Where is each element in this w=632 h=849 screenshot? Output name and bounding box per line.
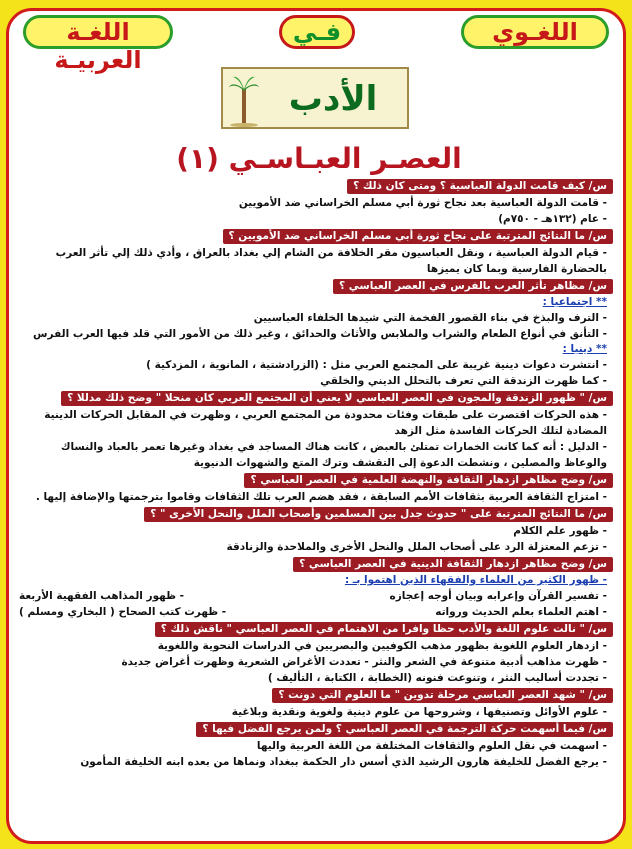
palm-tree-icon <box>229 73 259 127</box>
question: س/ مظاهر تأثر العرب بالفرس في العصر العباسي ؟ <box>333 279 613 294</box>
era-title: (١) العصـر العبـاسـي <box>176 142 462 175</box>
answer-pair <box>19 588 613 604</box>
question: س/ وضح مظاهر ازدهار الثقافة الدينية في العصر العباسي ؟ <box>293 557 613 572</box>
answer-line: - ظهرت مذاهب أدبية متنوعة في الشعر والنثر - تعددت الأغراض الشعرية وظهرت أغراض جديدة <box>121 656 607 668</box>
answer-line: والوعاظ والمصلين ، ونشطت الدعوة إلى التقشف وترك المتع والشهوات الدنيوية <box>193 457 607 469</box>
question: س/ وضح مظاهر ازدهار الثقافة والنهضة العلمية في العصر العباسي ؟ <box>244 473 613 488</box>
answer-line: - ظهرت كتب الصحاح ( البخاري ومسلم ) <box>19 606 227 618</box>
answer-line: - التأنق في أنواع الطعام والشراب والملابس والأثاث والحدائق ، وغير ذلك من الأمور التي قلد فيها العرب الفرس <box>33 328 607 340</box>
subheading: - ظهور الكثير من العلماء والفقهاء الذين اهتموا بـ : <box>344 574 607 586</box>
question: س/ فيما أسهمت حركة الترجمة في العصر العباسي ؟ ولمن يرجع الفضل فيها ؟ <box>196 722 613 737</box>
answer-line: - علوم الأوائل وتصنيفها ، وشروحها من علوم دينية ولغوية ونقدية وبلاغية <box>231 706 607 718</box>
answer-line: - عام (١٣٢هـ - ٧٥٠م) <box>498 213 607 225</box>
answer-line: - كما ظهرت الزندقة التي تعرف بالتحلل الديني والخلقي <box>320 375 607 387</box>
answer-line: - يرجع الفضل للخليفة هارون الرشيد الذي أسس دار الحكمة ببغداد ونماها من بعده ابنه الخليفة المأمون <box>80 756 607 768</box>
subheading: ** دينيا : <box>562 343 607 355</box>
header-linguist-badge: اللغـوي <box>461 15 609 49</box>
answer-line: - تفسير القرآن وإعرابه وبيان أوجه إعجازه <box>389 590 607 602</box>
question: س/ " شهد العصر العباسي مرحلة تدوين " ما العلوم التي دونت ؟ <box>272 688 613 703</box>
banner-title: الأدب <box>288 79 378 119</box>
question: س/ ما النتائج المترتبة على نجاح ثورة أبي مسلم الخراساني ضد الأمويين ؟ <box>223 229 614 244</box>
answer-line: - هذه الحركات اقتصرت على طبقات وفئات محدودة من المجتمع العربي ، وظهرت في المقابل الحركات الدينية <box>44 409 607 421</box>
question: س/ كيف قامت الدولة العباسية ؟ ومتى كان ذلك ؟ <box>347 179 613 194</box>
answer-line: - الترف والبذخ في بناء القصور الفخمة التي شيدها الخلفاء العباسيين <box>253 312 607 324</box>
answer-line: - قامت الدولة العباسية بعد نجاح ثورة أبي مسلم الخراساني ضد الأمويين <box>238 197 607 209</box>
answer-line: - امتزاج الثقافة العربية بثقافات الأمم السابقة ، فقد هضم العرب تلك الثقافات وقاموا بترجمتها والإضافة إليها . <box>35 491 607 503</box>
worksheet-paper <box>6 8 626 844</box>
answer-line: - ظهور المذاهب الفقهية الأربعة <box>19 590 185 602</box>
header-subject-badge: اللغـة العربيـة <box>23 15 173 49</box>
subheading: ** اجتماعيا : <box>542 296 607 308</box>
content <box>19 177 613 770</box>
answer-line: - اهتم العلماء بعلم الحديث ورواته <box>435 606 607 618</box>
answer-pair <box>19 604 613 620</box>
answer-line: - تجددت أساليب النثر ، وتنوعت فنونه (الخطابة ، الكتابة ، التأليف ) <box>267 672 607 684</box>
question: س/ ما النتائج المترتبة على " حدوث جدل بين المسلمين وأصحاب الملل والنحل الأخرى " ؟ <box>144 507 613 522</box>
answer-line: المضادة لتلك الحركات الفاسدة مثل الزهد <box>394 425 607 437</box>
answer-line: - قيام الدولة العباسية ، ونقل العباسيون مقر الخلافة من الشام إلي بغداد بالعراق ، وأدي ذلك إلي تأثر العرب <box>55 247 607 259</box>
header-fi-badge: فـي <box>279 15 355 49</box>
question: س/ " ظهور الزندقة والمجون في العصر العباسي لا يعني أن المجتمع العربي كان منحلا " وضح ذلك مدللا ؟ <box>61 391 613 406</box>
answer-line: - ازدهار العلوم اللغوية بظهور مذهب الكوفيين والبصريين في الدراسات النحوية واللغوية <box>157 640 607 652</box>
question: س/ " نالت علوم اللغة والأدب حظا وافرا من الاهتمام في العصر العباسي " ناقش ذلك ؟ <box>155 622 613 637</box>
answer-line: - انتشرت دعوات دينية غريبة على المجتمع العربي مثل : (الزرادشتية ، المانوية ، المزدكية ) <box>146 359 607 371</box>
answer-line: - اسهمت في نقل العلوم والثقافات المختلفة من اللغة العربية واليها <box>256 740 607 752</box>
answer-line: - تزعم المعتزلة الرد على أصحاب الملل والنحل الأخرى والملاحدة والزنادقة <box>226 541 607 553</box>
answer-line: - الدليل : أنه كما كانت الخمارات تمتلئ بالعبض ، كانت هناك المساجد في بغداد وغيرها تعمر بالعباد والنساك <box>60 441 607 453</box>
answer-line: بالحضارة الفارسية وبما كان يميزها <box>426 263 607 275</box>
answer-line: - ظهور علم الكلام <box>513 525 607 537</box>
literature-banner <box>221 67 409 129</box>
